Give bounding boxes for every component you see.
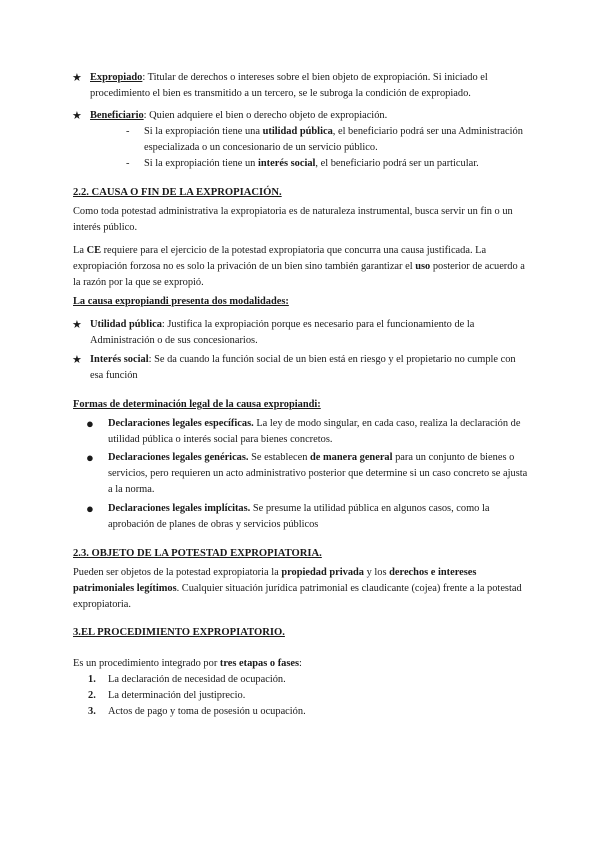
dot-bullet-icon: ●	[86, 416, 94, 431]
term-implicitas: Declaraciones legales implícitas.	[108, 503, 251, 514]
term-genericas: Declaraciones legales genéricas.	[108, 452, 249, 463]
text: Pueden ser objetos de la potestad expropiatoria la	[73, 567, 282, 578]
text: requiere para el ejercicio de la potestad expropiatoria que concurra una causa justificada. La expropiación forzosa no es solo la privación de un bien sino también garantizar el	[73, 245, 487, 272]
star-bullet-icon: ★	[72, 110, 82, 122]
item-number: 3.	[88, 706, 96, 717]
bold-ce: CE	[86, 245, 101, 256]
heading-2-3: 2.3. OBJETO DE LA POTESTAD EXPROPIATORIA.	[73, 548, 322, 559]
forma-bold: de manera general	[309, 452, 393, 463]
list-item-utilidad-publica	[72, 317, 530, 349]
modalidad-text: : Justifica la expropiación porque es necesario para el funcionamiento de la Administración o de sus concesionarios.	[90, 319, 475, 346]
term-utilidad-publica: Utilidad pública	[90, 319, 162, 330]
forma-text: para un conjunto de bienes o servicios, pero requieren un acto administrativo posterior que determine si un caso concreto se ajusta a la norma.	[108, 452, 528, 495]
forma-text: Se establecen	[248, 452, 310, 463]
bold-propiedad-privada: propiedad privada	[281, 567, 364, 578]
sub-item-bold: interés social	[257, 158, 316, 169]
term-interes-social: Interés social	[90, 354, 149, 365]
numbered-item-1	[88, 672, 528, 688]
star-bullet-icon: ★	[72, 354, 82, 366]
text: . Cualquier situación jurídica patrimonial es claudicante (cojea) frente a la potestad expropiatoria.	[73, 583, 522, 610]
sub-item-text: , el beneficiario podrá ser una Administración especializada o un concesionario de un servicio público.	[144, 126, 523, 153]
list-item-expropiado	[72, 70, 530, 102]
list-item-beneficiario	[72, 108, 530, 124]
term-expropiado: Expropiado	[90, 72, 143, 83]
list-item-implicitas	[86, 501, 528, 533]
list-item-genericas	[86, 450, 528, 498]
sub-item-utilidad	[126, 124, 530, 156]
paragraph-procedimiento	[73, 656, 528, 672]
forma-text: La ley de modo singular, en cada caso, realiza la declaración de utilidad pública o interés social para bienes concretos.	[108, 418, 521, 445]
sub-item-text: Si la expropiación tiene una	[144, 126, 263, 137]
sub-item-interes	[126, 156, 530, 172]
subheading-modalidades: La causa expropiandi presenta dos modalidades:	[73, 296, 289, 307]
star-bullet-icon: ★	[72, 72, 82, 84]
subheading-formas: Formas de determinación legal de la causa expropiandi:	[73, 399, 321, 410]
item-text: Actos de pago y toma de posesión u ocupación.	[108, 706, 306, 717]
item-text: La declaración de necesidad de ocupación.	[108, 674, 286, 685]
heading-3: 3.EL PROCEDIMIENTO EXPROPIATORIO.	[73, 627, 285, 638]
bold-etapas: tres etapas o fases	[219, 658, 300, 669]
paragraph-objeto	[73, 565, 528, 613]
list-item-especificas	[86, 416, 528, 448]
list-item-interes-social	[72, 352, 530, 384]
beneficiario-text: : Quien adquiere el bien o derecho objeto de expropiación.	[143, 110, 388, 121]
numbered-item-2	[88, 688, 528, 704]
dash-bullet: -	[126, 126, 130, 137]
heading-2-2: 2.2. CAUSA O FIN DE LA EXPROPIACIÓN.	[73, 187, 282, 198]
item-text: La determinación del justiprecio.	[108, 690, 246, 701]
text: La	[73, 245, 87, 256]
paragraph-causa-intro: Como toda potestad administrativa la expropiatoria es de naturaleza instrumental, busca servir un fin o un interés público.	[73, 206, 513, 233]
numbered-item-3	[88, 704, 528, 720]
paragraph-causa-ce	[73, 243, 528, 291]
text: posterior de acuerdo a la razón por la que se expropió.	[73, 261, 525, 288]
dot-bullet-icon: ●	[86, 450, 94, 465]
text: y los	[364, 567, 390, 578]
sub-item-text: Si la expropiación tiene un	[144, 158, 258, 169]
sub-item-bold: utilidad pública	[262, 126, 333, 137]
bold-derechos: derechos e intereses patrimoniales legítimos	[73, 567, 477, 594]
expropiado-text: : Titular de derechos o intereses sobre el bien objeto de expropiación. Si iniciado el procedimiento el bien es transmitido a un tercero, se le subroga la condición de expropiado.	[90, 72, 488, 99]
term-beneficiario: Beneficiario	[90, 110, 144, 121]
dot-bullet-icon: ●	[86, 501, 94, 516]
text: Es un procedimiento integrado por	[73, 658, 220, 669]
dash-bullet: -	[126, 158, 130, 169]
star-bullet-icon: ★	[72, 319, 82, 331]
modalidad-text: : Se da cuando la función social de un bien está en riesgo y el propietario no cumple con esa función	[90, 354, 516, 381]
item-number: 1.	[88, 674, 96, 685]
text: :	[299, 658, 302, 669]
term-especificas: Declaraciones legales específicas.	[108, 418, 254, 429]
sub-item-text: , el beneficiario podrá ser un particular.	[315, 158, 479, 169]
forma-text: Se presume la utilidad pública en algunos casos, como la aprobación de planes de obras y servicios públicos	[108, 503, 490, 530]
bold-uso: uso	[415, 261, 431, 272]
item-number: 2.	[88, 690, 96, 701]
